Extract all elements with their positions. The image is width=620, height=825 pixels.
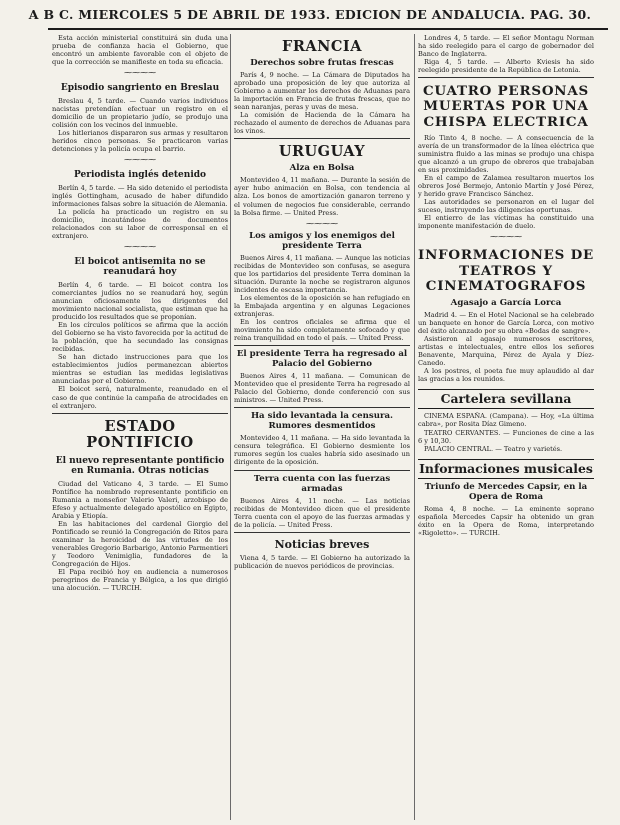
ornament-divider: ⁓⁓⁓⁓ (124, 241, 156, 251)
article-headline: Noticias breves (274, 537, 370, 551)
section-rule (52, 413, 228, 414)
body-text: Madrid 4. — En el Hotel Nacional se ha celebrado un banquete en honor de García Lorca, con motivo del éxito alcanzado por su obra «Bodas de sangre». (418, 311, 594, 336)
column-1 (52, 34, 228, 820)
body-text: Buenos Aires 4, 11 mañana. — Comunican de Montevideo que el presidente Terra ha regresado al Palacio del Gobierno, donde conferenció con sus ministros. — United Press. (234, 372, 410, 405)
section-rule (234, 532, 410, 533)
body-text: Ciudad del Vaticano 4, 3 tarde. — El Sumo Pontífice ha nombrado representante pontificio en Rumania a monseñor Valerio Valeri, arzobispo de Efeso y actualmente delegado apostólico en Egipto, Arabia y Etiopía. (52, 479, 228, 520)
section-rule (234, 345, 410, 346)
body-text: Montevideo 4, 11 mañana. — Ha sido levantada la censura telegráfica. El Gobierno desmiente los rumores según los cuales habría sido asesinado un dirigente de la oposición. (234, 434, 410, 467)
body-text: Buenos Aires 4, 11 mañana. — Aunque las noticias recibidas de Montevideo son confusas, se asegura que los partidarios del presidente Terra dominan la situación. Durante la noche se registraron algunos incidentes de escasa importancia. (234, 253, 410, 294)
body-text: Se han dictado instrucciones para que los establecimientos judíos permanezcan abiertos mientras se estudian las medidas legislativas anunciadas por el Gobierno. (52, 353, 228, 386)
body-text: Los elementos de la oposición se han refugiado en la Embajada argentina y en algunas Legaciones extranjeras. (234, 293, 410, 318)
article-headline: Ha sido levantada la censura. Rumores desmentidos (250, 411, 394, 432)
body-text: TEATRO CERVANTES. — Funciones de cine a las 6 y 10,30. (418, 428, 594, 445)
article-headline: El boicot antisemita no se reanudará hoy (74, 256, 206, 278)
page-header: A B C. MIERCOLES 5 DE ABRIL DE 1933. EDICION DE ANDALUCIA. PAG. 30. (28, 7, 592, 22)
body-text: En el campo de Zalamea resultaron muertos los obreros José Bermejo, Antonio Martín y José Pérez, y herido grave Francisco Sánchez. (418, 174, 594, 199)
body-text: El boicot será, naturalmente, reanudado en el caso de que continúe la campaña de atrocidades en el extranjero. (52, 385, 228, 410)
article-headline: El presidente Terra ha regresado al Palacio del Gobierno (236, 349, 408, 370)
body-text: El entierro de las víctimas ha constituido una imponente manifestación de duelo. (418, 214, 594, 231)
body-text: Riga 4, 5 tarde. — Alberto Kviesis ha sido reelegido presidente de la República de Letonia. (418, 58, 594, 75)
section-rule (234, 470, 410, 471)
article-subheadline: Triunfo de Mercedes Capsir, en la Opera de Roma (424, 481, 588, 502)
body-text: El Papa recibió hoy en audiencia a numerosos peregrinos de Francia y Bélgica, a los que dirigió una alocución. — TURCIH. (52, 568, 228, 593)
section-title: FRANCIA (282, 38, 362, 55)
body-text: Río Tinto 4, 8 noche. — A consecuencia de la avería de un transformador de la línea eléctrica que suministra fluido a las minas se produjo una chispa que alcanzó a un grupo de obreros que trabajaban en sus proximidades. (418, 133, 594, 175)
section-rule (234, 138, 410, 139)
article-headline: INFORMACIONES DE TEATROS Y CINEMATOGRAFOS (418, 247, 594, 294)
article-headline: Derechos sobre frutas frescas (250, 58, 394, 68)
body-text: Breslau 4, 5 tarde. — Cuando varios individuos nacistas pretendían efectuar un registro en el domicilio de un propietario judío, se produjo una colisión con los vecinos del inmueble. (52, 96, 228, 129)
column-divider (230, 34, 231, 820)
body-text: Berlín 4, 6 tarde. — El boicot contra los comerciantes judíos no se reanudará hoy, según anuncian oficiosamente los dirigentes del movimiento nacional socialista, que estiman que ha producido los resultados que se proponían. (52, 280, 228, 322)
body-text: París 4, 9 noche. — La Cámara de Diputados ha aprobado una proposición de ley que autoriza al Gobierno a aumentar los derechos de Aduanas para la importación en Francia de frutas frescas, que no sean naranjas, peras y uvas de mesa. (234, 71, 410, 112)
body-text: Las autoridades se personaron en el lugar del suceso, instruyendo las diligencias oportunas. (418, 198, 594, 215)
article-headline: Cartelera sevillana (418, 389, 594, 409)
column-2 (234, 34, 410, 820)
body-text: Berlín 4, 5 tarde. — Ha sido detenido el periodista inglés Gottingham, acusado de haber difundido informaciones falsas sobre la situación de Alemania. (52, 183, 228, 208)
header-rule (48, 28, 608, 30)
article-headline: Episodio sangriento en Breslau (60, 83, 220, 94)
body-text: Viena 4, 5 tarde. — El Gobierno ha autorizado la publicación de nuevos periódicos de provincias. (234, 554, 410, 571)
body-text: Montevideo 4, 11 mañana. — Durante la sesión de ayer hubo animación en Bolsa, con tendencia al alza. Los bonos de amortización ganaron terreno y el volumen de negocios fue considerable, cerrando la Bolsa firme. — United Press. (234, 176, 410, 217)
article-headline: Informaciones musicales (418, 459, 594, 479)
body-text: Buenos Aires 4, 11 noche. — Las noticias recibidas de Montevideo dicen que el presidente Terra cuenta con el apoyo de las fuerzas armadas y de la policía. — United Press. (234, 496, 410, 529)
body-text: En los círculos políticos se afirma que la acción del Gobierno se ha visto favorecida por la actitud de la población, que ha secundado las consignas recibidas. (52, 321, 228, 354)
ornament-divider: ⁓⁓⁓⁓ (490, 232, 522, 242)
article-headline: El nuevo representante pontificio en Rumania. Otras noticias (55, 455, 225, 477)
body-text: CINEMA ESPAÑA. (Campana). — Hoy, «La última cabra», por Rosita Díaz Gimeno. (418, 412, 594, 429)
body-text: A los postres, el poeta fue muy aplaudido al dar las gracias a los reunidos. (418, 367, 594, 384)
section-rule (234, 407, 410, 408)
section-title: ESTADO PONTIFICIO (86, 417, 194, 451)
section-title: URUGUAY (278, 143, 366, 161)
body-text: En los centros oficiales se afirma que el movimiento ha sido completamente sofocado y que reina tranquilidad en todo el país. — United Press. (234, 317, 410, 343)
body-text: En las habitaciones del cardenal Giorgio del Pontificado se reunió la Congregación de Ritos para examinar la heroicidad de las virtudes de los venerables Gregorio Barbarigo, Antonio Parmentieri y Teodoro Venimiglia, fundadores de la Congregación de Hijos. (52, 519, 228, 569)
article-subheadline: Agasajo a García Lorca (450, 298, 562, 309)
section-rule (418, 77, 594, 78)
body-text: Esta acción ministerial constituirá sin duda una prueba de confianza hacia el Gobierno, que encontró un ambiente favorable con el objeto de que la corrección se manifieste en toda su eficacia. (52, 34, 228, 67)
ornament-divider: ⁓⁓⁓⁓ (306, 218, 338, 228)
article-headline: Periodista inglés detenido (73, 170, 207, 181)
body-text: Londres 4, 5 tarde. — El señor Montagu Norman ha sido reelegido para el cargo de gobernador del Banco de Inglaterra. (418, 34, 594, 59)
body-text: Asistieron al agasajo numerosos escritores, artistas e intelectuales, entre ellos los señores Benavente, Marquina, Pérez de Ayala y Díez-Canedo. (418, 335, 594, 368)
body-text: La comisión de Hacienda de la Cámara ha rechazado el aumento de derechos de Aduanas para los vinos. (234, 111, 410, 136)
body-text: La policía ha practicado un registro en su domicilio, incautándose de documentos relacionados con su labor de corresponsal en el extranjero. (52, 207, 228, 240)
article-headline: Alza en Bolsa (289, 163, 355, 174)
article-headline: CUATRO PERSONAS MUERTAS POR UNA CHISPA ELECTRICA (422, 83, 590, 130)
body-text: Roma 4, 8 noche. — La eminente soprano española Mercedes Capsir ha obtenido un gran éxito en la Opera de Roma, interpretando «Rigoletto». — TURCIH. (418, 504, 594, 537)
body-text: PALACIO CENTRAL. — Teatro y varietés. (424, 444, 563, 453)
article-headline: Los amigos y los enemigos del presidente Terra (249, 230, 395, 251)
ornament-divider: ⁓⁓⁓⁓ (124, 155, 156, 165)
column-divider (414, 34, 415, 820)
body-text: Los hitlerianos dispararon sus armas y resultaron heridos cinco personas. Se practicaron varias detenciones y la policía ocupa el barrio. (52, 128, 228, 153)
article-headline: Terra cuenta con las fuerzas armadas (253, 473, 391, 494)
ornament-divider: ⁓⁓⁓⁓ (124, 68, 156, 78)
column-3 (418, 34, 594, 820)
